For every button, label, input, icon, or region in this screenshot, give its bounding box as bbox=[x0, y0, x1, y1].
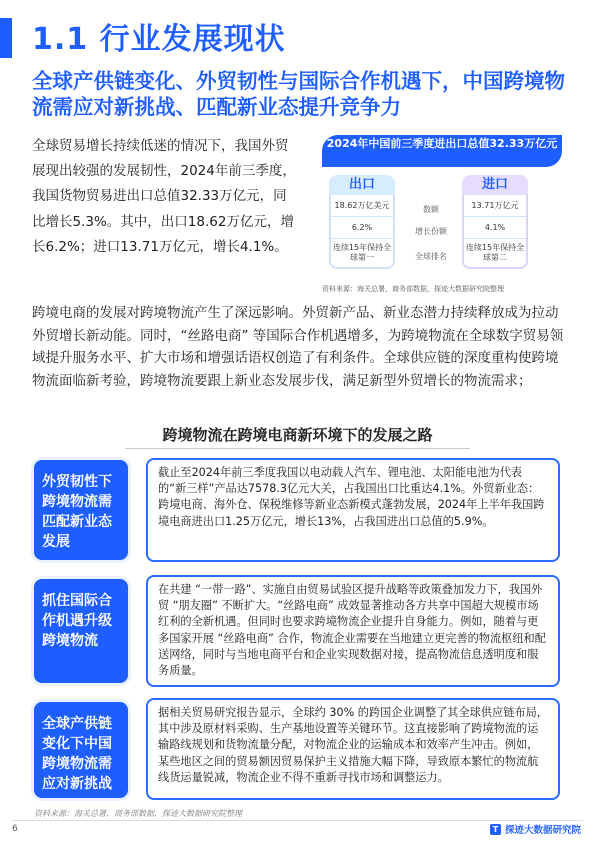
page-title: 1.1 行业发展现状 bbox=[32, 22, 286, 57]
block-3-text: 据相关贸易研究报告显示，全球约 30% 的跨国企业调整了其全球供应链布局，其中涉及原材料采购、生产基地设置等关键环节。这直接影响了跨境物流的运输路线规划和货物流量分配，对物流企业的运输成本和效率产生冲击。例如，某些地区之间的贸易额因贸易保护主义措施大幅下降，导致原本繁忙的物流航线货运量锐减，物流企业不得不重新寻找市场和调整运力。 bbox=[146, 698, 560, 800]
import-rank: 连续15年保持全球第二 bbox=[465, 243, 525, 262]
trade-panel-header: 2024年中国前三季度进出口总值32.33万亿元 bbox=[322, 135, 562, 167]
section-heading: 跨境物流在跨境电商新环境下的发展之路 bbox=[0, 424, 595, 445]
block-2-label: 抓住国际合作机遇升级跨境物流 bbox=[34, 579, 128, 683]
block-1-text: 截止至2024年前三季度我国以电动载人汽车、锂电池、太阳能电池为代表的“新三样”产品达7578.3亿元大关，占我国出口比重达4.1%。外贸新业态：跨境电商、海外仓、保税维修等新业态新模式蓬勃发展，2024年上半年我国跨境电商进出口1.25万亿元，增长13%，占我国进出口总值的5.9%。 bbox=[146, 458, 560, 562]
trade-row-labels bbox=[402, 199, 460, 271]
export-amount: 18.62万亿美元 bbox=[331, 195, 393, 217]
title-accent-bar bbox=[0, 18, 12, 58]
footer-source: 资料来源：海关总署，商务部数据，探迹大数据研究院整理 bbox=[34, 809, 242, 818]
export-body bbox=[329, 195, 395, 269]
trade-summary-panel bbox=[322, 135, 562, 275]
block-1-label: 外贸韧性下跨境物流需匹配新业态发展 bbox=[34, 460, 128, 560]
label-rank: 全球排名 bbox=[415, 252, 447, 261]
brand-icon: T bbox=[490, 824, 501, 835]
import-growth: 4.1% bbox=[464, 217, 526, 239]
label-growth: 增长份额 bbox=[415, 227, 447, 236]
brand-logo bbox=[490, 822, 581, 836]
block-2-text: 在共建 “一带一路”、实施自由贸易试验区提升战略等政策叠加发力下，我国外贸 “朋友圈” 不断扩大。“丝路电商” 成效显著推动各方共享中国超大规模市场红利的全新机遇。但同时也要求跨境物流企业提升自身能力。例如，随着与更多国家开展 “丝路电商” 合作，物流企业需要在当地建立更完善的物流枢纽和配送网络，同时与当地电商平台和企业实现数据对接，提高物流信息透明度和服务质量。 bbox=[146, 575, 560, 687]
import-amount: 13.71万亿元 bbox=[464, 195, 526, 217]
export-growth: 6.2% bbox=[331, 217, 393, 239]
brand-name: 探迹大数据研究院 bbox=[504, 825, 581, 836]
development-block-1 bbox=[34, 458, 560, 562]
footer-divider bbox=[12, 820, 583, 821]
export-title: 出口 bbox=[329, 175, 395, 195]
page-number: 6 bbox=[12, 824, 18, 834]
import-column bbox=[462, 175, 528, 269]
export-rank: 连续15年保持全球第一 bbox=[332, 243, 392, 262]
import-body bbox=[462, 195, 528, 269]
intro-text: 全球贸易增长持续低迷的情况下，我国外贸展现出较强的发展韧性，2024年前三季度，我国货物贸易进出口总值32.33万亿元，同比增长5.3%。其中，出口18.62万亿元，增长6.2%；进口13.71万亿元，增长4.1%。 bbox=[32, 138, 296, 255]
block-3-label: 全球产供链变化下中国跨境物流需应对新挑战 bbox=[34, 702, 128, 798]
trade-panel-source: 资料来源：海关总署，商务部数据，探迹大数据研究院整理 bbox=[322, 285, 504, 293]
body-paragraph: 跨境电商的发展对跨境物流产生了深远影响。外贸新产品、新业态潜力持续释放成为拉动外贸增长新动能。同时，“丝路电商” 等国际合作机遇增多，为跨境物流在全球数字贸易领域提升服务水平、扩大市场和增强话语权创造了有利条件。全球供应链的深度重构使跨境物流面临新考验，跨境物流要跟上新业态发展步伐，满足新型外贸增长的物流需求； bbox=[32, 305, 564, 389]
import-title: 进口 bbox=[462, 175, 528, 195]
page-subtitle: 全球产供链变化、外贸韧性与国际合作机遇下，中国跨境物流需应对新挑战、匹配新业态提升竞争力 bbox=[32, 69, 565, 119]
development-block-2 bbox=[34, 575, 560, 687]
export-column bbox=[329, 175, 395, 269]
label-amount: 数额 bbox=[423, 205, 439, 214]
development-block-3 bbox=[34, 698, 560, 800]
